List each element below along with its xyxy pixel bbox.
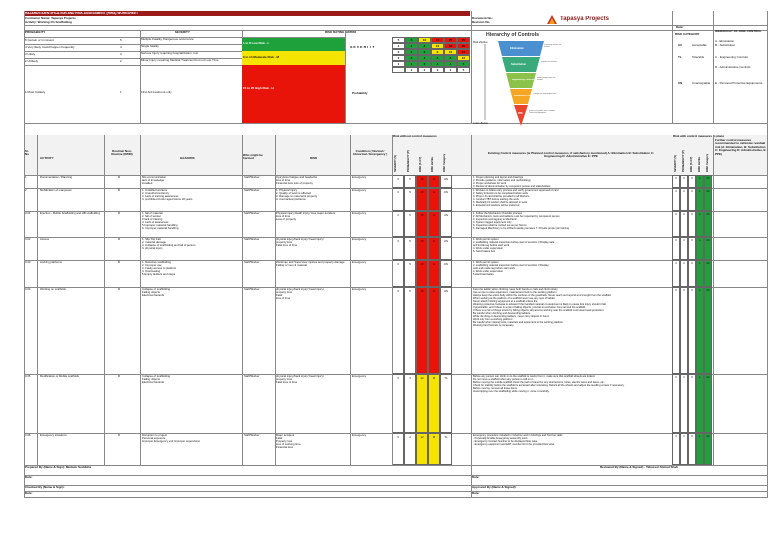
level-administrative: Administrative Controls: [514, 95, 535, 97]
row-who: Staff/Worker: [244, 288, 260, 291]
risk-level: M: [428, 433, 440, 465]
row-condition: Emergency: [352, 238, 367, 241]
risk-sxp: 15: [416, 237, 428, 260]
row-risk: Workman and Supervisor injuries and property damage Falling of men & material: [276, 261, 345, 268]
col-severity: SEVERITY (S): [394, 155, 397, 172]
residual-p2: 2: [680, 260, 688, 287]
row-risk: 1. Physical injury 2. Quality of work is affected 3. Damage to material & property 4. Contractual problems: [276, 189, 318, 202]
risk-level: M: [428, 374, 440, 433]
residual-s2: 3: [672, 433, 680, 465]
severity-label: Minor Injury requiring Medical Treatment but not Lost Time: [141, 59, 219, 62]
document-number: Document No.:: [472, 17, 494, 20]
risk-level: H: [428, 287, 440, 374]
level-ppe: PPE: [518, 112, 523, 115]
approved-date: Date:: [472, 492, 480, 495]
residual-cat2: AC: [704, 433, 712, 465]
row-risk: Injury/loss Fatigue and headache loss of time Financial loss loss of property: [276, 176, 318, 186]
matrix-cell: 8: [444, 55, 457, 61]
row-risk: physical injury/back injury/ head injury/ property loss Fatal loss of time: [276, 238, 324, 248]
row-routine: R: [118, 212, 121, 215]
matrix-cell: 5: [405, 37, 418, 43]
risk-level: H: [428, 211, 440, 237]
row-routine: R: [118, 288, 121, 291]
risk-cat: UN: [440, 287, 452, 374]
checked-date: Date:: [25, 492, 33, 495]
row-risk: physical injury/back injury/ head injury/ property loss Fatal loss of time: [276, 288, 324, 301]
high-risk-label: 15 to 25 High Risk - H: [243, 87, 274, 90]
risk-s: 3: [392, 211, 404, 237]
row-who: Staff/Worker: [244, 189, 260, 192]
acceptable-label: Acceptable: [692, 44, 707, 47]
note-ppe: Protect the worker with Personal Protective Equipment: [529, 110, 555, 115]
risk-matrix-heading: RISK RATING MATRIX: [325, 31, 357, 34]
risk-cat: UN: [440, 211, 452, 237]
document-title: HAZARDS IDENTIFICATION AND RISK ASSESSMENT (HIRA) WORKSHEET: [25, 11, 139, 15]
severity-label: Multiple Fatality, Dangerous occurrence: [141, 38, 194, 41]
matrix-cell: 6: [418, 49, 431, 55]
risk-level: H: [428, 188, 440, 211]
row-sr: 3.06: [25, 434, 31, 437]
severity-label: Single fatality: [141, 45, 159, 48]
matrix-cell: 4: [405, 43, 418, 49]
row-routine: R: [118, 176, 121, 179]
matrix-cell: 20: [444, 37, 457, 43]
row-controls: 1. Proper planning and layout and drawings 2. Provide guidance, information and methodology 3. Proper worksheet for work 4. Review of documentation by competent person and stakeholders: [473, 176, 551, 188]
severity-label: First Aid treatment only: [141, 91, 172, 94]
residual-s2: 3: [672, 287, 680, 374]
row-controls: 1. Work permit system 2. scaffolding material inspection before start of erection 3 Display safe and inside tag before start work 4. Work under supervision 5 Hard barricades: [473, 261, 549, 276]
note-engineering: Isolate people from the hazard: [537, 77, 556, 82]
row-controls: Face the ladder when climbing, keep both hands on rails and climb slowly. Use a rope to raise equipment, material and tools to the working platform. Always keep the entire body within the confines of the guardrails. Never reach out beyond arm's length from the scaffold. When working at the platform of a scaffold never use any type of ladder. Never attach hoisting equipment to a scaffold unless the Wearing protective footwear is advised if the handled material or equipment is likely to cause foot injury should it fall. If practicable, and if there is a risk of falling objects, provide an exclusion zone around the scaffold. If there is a risk of things struck by falling objects, all persons working near the scaffold must wear head protection. Be careful when climbing and descending ladders. While climbing or descending ladders, never carry objects in hand. Work only from a working platform. Be careful when raising tools, materials and equipment to the working platform. Wearing hard helmets is necessary.: [473, 288, 612, 327]
matrix-cell: 5: [457, 61, 470, 67]
col-risk-rating-2: RISK (S X P): [690, 156, 693, 172]
risk-with-heading: Risk with control measures in place: [673, 135, 725, 138]
row-routine: R: [118, 261, 121, 264]
unacceptable-label: Unacceptable: [692, 82, 711, 85]
residual-s2: 3: [672, 260, 680, 287]
row-sr: 3.02: [25, 238, 31, 241]
risk-sxp: 15: [416, 175, 428, 188]
row-hazards: Collapse of scaffolding Falling objects Electrical hazards: [142, 288, 171, 298]
risk-s: 3: [392, 175, 404, 188]
risk-without-heading: Risk without control measures: [393, 135, 437, 138]
row-hazards: 1. fall of material 2. fall of worker 3 lack of training 4. Lack of awareness 5 Improper material handling 6. Improper material handling: [142, 212, 179, 231]
col-further-controls: Further control measures recommended to minimize residual risk (A: Elimination, B: Substitution C: Engineering D: Administrative, E: PPE): [715, 139, 767, 156]
hierarchy-list-item: D - Administrative Controls: [715, 66, 751, 69]
probability-score: 5: [120, 39, 122, 42]
residual-s2: 3: [672, 211, 680, 237]
level-elimination: Elimination: [510, 47, 524, 50]
hierarchy-bottom-label: Least effective: [473, 122, 489, 125]
col-hazards: HAZARDS: [180, 157, 195, 160]
reviewed-by: Reviewed By (Name & Signed) - Tabassul Ahmad Shah: [600, 466, 678, 469]
col-condition: Condition ( Normal / Abnormal / Emergency ): [352, 150, 388, 157]
residual-p2: 2: [680, 287, 688, 374]
row-condition: Emergency: [352, 375, 367, 378]
hierarchy-title: Hierarchy of Controls: [486, 32, 540, 38]
matrix-col-header: 3: [431, 67, 444, 73]
matrix-row-header: 2: [392, 55, 405, 61]
probability-score: 1: [120, 91, 122, 94]
residual-p2: 2: [680, 237, 688, 260]
col-risk: RISK: [310, 157, 318, 160]
risk-cat: UN: [440, 260, 452, 287]
residual-s2: 3: [672, 237, 680, 260]
severity-axis-label: S E V E R I T Y: [350, 46, 375, 49]
matrix-cell: 16: [444, 43, 457, 49]
risk-sxp: 15: [416, 287, 428, 374]
probability-label: 5 Certain or Imminent: [25, 39, 54, 42]
probability-label: 4 Very likely Could happen frequently: [25, 46, 75, 49]
col-risk-level: RISK LEVEL: [431, 156, 434, 172]
residual-cat2: AC: [704, 374, 712, 433]
matrix-col-header: 5: [457, 67, 470, 73]
matrix-cell: 2: [418, 61, 431, 67]
contractor-name: Contractor Name: Tapasya Projects: [25, 17, 76, 20]
tolerable-code: TL: [678, 56, 682, 59]
risk-s: 3: [392, 237, 404, 260]
risk-p: 5: [404, 237, 416, 260]
matrix-cell: 10: [457, 55, 470, 61]
risk-cat: UN: [440, 175, 452, 188]
severity-heading: SEVERITY: [175, 31, 190, 34]
risk-p: 5: [404, 188, 416, 211]
residual-sxp2: 6: [688, 211, 696, 237]
matrix-cell: 10: [418, 37, 431, 43]
row-who: Staff/Worker: [244, 238, 260, 241]
probability-score: 2: [120, 60, 122, 63]
residual-sxp2: 6: [688, 260, 696, 287]
company-logo: [546, 13, 666, 25]
row-risk: physical injury/back injury/ head injury/ property loss Fatal loss of time: [276, 375, 324, 385]
row-hazards: 1. Defective scaffolding 2. Improper use 3. Faulty access to platform 4. Overloading 5 Empty ladders and steps: [142, 261, 177, 277]
risk-sxp: 15: [416, 211, 428, 237]
row-activity: working platforms: [40, 261, 62, 264]
matrix-cell: 3: [405, 49, 418, 55]
row-risk: Physical injury Death injury/ loss major accident loss of time Loss of property: [276, 212, 336, 222]
checked-by: Checked By (Name & Sign):: [25, 486, 65, 489]
risk-p: 5: [404, 260, 416, 287]
matrix-cell: 4: [418, 55, 431, 61]
prepared-by: Prepared By (Name & Sign): Mudasir Sudduha: [25, 466, 92, 469]
hierarchy-list-item: B - Substitution: [715, 44, 736, 47]
risk-sxp: 12: [416, 433, 428, 465]
matrix-cell: 9: [431, 49, 444, 55]
date-label: Date:: [676, 26, 684, 29]
risk-s: 3: [392, 374, 404, 433]
residual-p2: 2: [680, 211, 688, 237]
row-who: Staff/Worker: [244, 261, 260, 264]
matrix-row-header: 4: [392, 43, 405, 49]
row-hazards: 1. Unskilled workers 2. Unauthorized Entry 3. Lack of training awareness 4. prohibited Under aged below 18 years: [142, 189, 193, 202]
hierarchy-top-label: Most effective: [473, 41, 488, 44]
residual-s2: 3: [672, 374, 680, 433]
hierarchy-list-item: A - Elimination: [715, 40, 735, 43]
note-substitution: Replace the hazard: [541, 61, 557, 63]
row-sr: 1: [25, 176, 27, 179]
col-risk-rating: RISK (S X P): [419, 156, 422, 172]
matrix-cell: 15: [457, 49, 470, 55]
row-sr: 3.01: [25, 212, 31, 215]
col-probability: PROBABILITY (P): [407, 150, 410, 172]
residual-sxp2: 6: [688, 433, 696, 465]
col-probability-2: PROBABILITY (P): [682, 150, 685, 172]
note-administrative: Change the way people work: [533, 93, 557, 95]
level-engineering: Engineering Controls: [512, 79, 535, 81]
residual-sxp2: 6: [688, 237, 696, 260]
residual-s2: 3: [672, 188, 680, 211]
residual-sxp2: 6: [688, 175, 696, 188]
risk-level: H: [428, 175, 440, 188]
row-risk: Major accident Fatal Property loss loss of working time Financial loss: [276, 434, 301, 450]
residual-p2: 2: [680, 188, 688, 211]
risk-s: 3: [392, 188, 404, 211]
row-activity: Erection - Mobile Scaffolding and HB scaffolding: [40, 212, 100, 215]
risk-p: 4: [404, 433, 416, 465]
row-condition: Emergency: [352, 176, 367, 179]
matrix-cell: 12: [431, 43, 444, 49]
row-sr: 3.04: [25, 288, 31, 291]
matrix-cell: 15: [431, 37, 444, 43]
col-sr: Sr. No: [25, 150, 29, 157]
col-risk-level-2: RISK LEVEL: [698, 156, 701, 172]
row-condition: Emergency: [352, 212, 367, 215]
residual-cat2: AC: [704, 287, 712, 374]
activity-name: Activity: Working On Scaffolding: [25, 21, 72, 24]
matrix-cell: 6: [431, 55, 444, 61]
residual-level2: L: [696, 188, 704, 211]
risk-cat: TL: [440, 433, 452, 465]
col-routine: Routine/ Non-Routine (R/NR): [111, 150, 133, 157]
row-controls: Emergency procedure included in induction and in briefings and Tool box talks - Personally Enable Emergency assembly point. - Emergency Contact Number to be displayed floor wise. - Emergency equipment and ERT member list to be provided floor wise: [473, 434, 563, 446]
residual-level2: L: [696, 433, 704, 465]
hierarchy-pyramid: [472, 30, 562, 134]
probability-axis-label: Probability: [352, 92, 368, 95]
logo-text: Tapasya Projects: [560, 16, 609, 22]
risk-cat: UN: [440, 188, 452, 211]
low-risk-label: 1 to 8 Low Risk - L: [243, 42, 270, 45]
row-activity: Mobilization of manpower: [40, 189, 72, 192]
level-substitution: Substitution: [511, 63, 527, 66]
reviewed-date: Date:: [472, 476, 480, 479]
row-activity: Emergency situations: [40, 434, 67, 437]
residual-sxp2: 6: [688, 188, 696, 211]
row-routine: R: [118, 189, 121, 192]
risk-level: H: [428, 260, 440, 287]
matrix-col-header: 4: [444, 67, 457, 73]
risk-category-heading: RISK CATEGORY: [675, 33, 700, 36]
probability-label: 2 Unlikely: [25, 60, 39, 63]
residual-level2: L: [696, 175, 704, 188]
risk-cat: TL: [440, 374, 452, 433]
residual-level2: L: [696, 260, 704, 287]
hierarchy-list-heading: HIERARCHY OF RISK CONTROL: [715, 30, 762, 33]
probability-score: 4: [120, 46, 122, 49]
row-who: Staff/Worker: [244, 434, 260, 437]
residual-p2: 2: [680, 175, 688, 188]
acceptable-code: AC: [678, 44, 683, 47]
risk-s: 3: [392, 260, 404, 287]
row-hazards: 1. Slip Trip Fall 2. material damage 3. Collapse of scaffolding and fall of person 4. physical injury: [142, 238, 196, 251]
matrix-cell: 2: [405, 55, 418, 61]
risk-sxp: 15: [416, 260, 428, 287]
residual-level2: L: [696, 374, 704, 433]
probability-heading: PROBABILITY: [25, 31, 46, 34]
residual-cat2: AC: [704, 175, 712, 188]
residual-sxp2: 6: [688, 374, 696, 433]
row-hazards: Mis-communication lack of knowledge installed: [142, 176, 167, 186]
matrix-cell: 3: [431, 61, 444, 67]
residual-p2: 2: [680, 433, 688, 465]
row-activity: Access: [40, 238, 50, 241]
col-activity: ACTIVITY: [40, 157, 54, 160]
high-risk-zone: [242, 65, 345, 123]
residual-cat2: AC: [704, 237, 712, 260]
col-existing-controls: Existing Control measures (ie Planned control measures, if satisfactory mentioned) A: Elimination B: Substitution C: Engineering D: Administrative E: PPE: [487, 152, 655, 159]
hierarchy-list-item: E - Personal Protective Equipments: [715, 82, 763, 85]
residual-cat2: AC: [704, 188, 712, 211]
row-condition: Emergency: [352, 288, 367, 291]
risk-sxp: 12: [416, 374, 428, 433]
probability-label: 3 Likely: [25, 53, 36, 56]
residual-cat2: AC: [704, 211, 712, 237]
prepared-date: Date:: [25, 476, 33, 479]
matrix-col-header: [392, 67, 405, 73]
row-who: Staff/Worker: [244, 212, 260, 215]
matrix-col-header: 2: [418, 67, 431, 73]
matrix-cell: 8: [418, 43, 431, 49]
note-elimination: Physically remove the hazard: [544, 44, 562, 49]
matrix-cell: 12: [444, 49, 457, 55]
row-activity: Working on scaffolds: [40, 288, 66, 291]
row-controls: 1. Work permit system 2. scaffolding material inspection before start of erection 3 Display safe and inside tag before start work 4. Work under supervision 5. hand brakes box: [473, 238, 555, 253]
row-controls: Before any person can climb on to the scaffold or works from it, make sure that scaffold wheels are locked. Do not move a scaffold when any person is still on it. Before moving the mobile scaffold check the path of travel for any obstructions, holes, electric wires and faces, etc. Check for stability before the scaffold is accessed after relocating. Relock all the wheels and adjust the levelling screws if necessary. Before moving, remove all loose items. Avoid tipping over the scaffolding while moving it, move it carefully.: [473, 375, 625, 393]
col-risk-category: RISK Category: [443, 153, 446, 172]
row-routine: R: [118, 375, 121, 378]
row-who: Staff/Worker: [244, 375, 260, 378]
row-controls: 1. Follow the Mechanics Checklist process 2. All Mechanics, tools and ladders must be inspected by competent person 3. Inspection and tagging to Mechanic 4. System tagged equipment only 5. Inspection shall be carried out as per Norms 6. Damaged Machinery to be shifted outside premises 7. Provide proper job training: [473, 212, 570, 230]
row-activity: Documentation / Planning: [40, 176, 73, 179]
moderate-risk-label: 9 to 14 Moderate Risk - M: [243, 56, 280, 59]
hierarchy-list-item: C - Engineering Controls: [715, 56, 748, 59]
row-activity: Modification or Mobile scaffolds: [40, 375, 79, 378]
matrix-cell: 1: [405, 61, 418, 67]
risk-p: 5: [404, 211, 416, 237]
row-sr: 3.05: [25, 375, 31, 378]
risk-s: 3: [392, 287, 404, 374]
row-routine: R: [118, 238, 121, 241]
row-who: Staff/Worker: [244, 176, 260, 179]
residual-p2: 2: [680, 374, 688, 433]
matrix-row-header: 5: [392, 37, 405, 43]
probability-score: 3: [120, 53, 122, 56]
row-hazards: Disruption to project Personal exposure Improper Emergency exit Improper supervision: [142, 434, 201, 444]
tolerable-label: Tolerable: [692, 56, 705, 59]
residual-s2: 3: [672, 175, 680, 188]
severity-label: Serious Injury requiring hospitalization, lost: [141, 52, 199, 55]
risk-p: 5: [404, 287, 416, 374]
residual-sxp2: 6: [688, 287, 696, 374]
residual-level2: L: [696, 211, 704, 237]
probability-label: 1 Most Unlikely: [25, 91, 46, 94]
risk-p: 5: [404, 175, 416, 188]
revision-number: Revision No.: [472, 21, 491, 24]
row-sr: 3.03: [25, 261, 31, 264]
row-routine: R: [118, 434, 121, 437]
matrix-cell: 25: [457, 37, 470, 43]
risk-p: 4: [404, 374, 416, 433]
col-severity-2: SEVERITY (S): [674, 155, 677, 172]
row-condition: Emergency: [352, 434, 367, 437]
row-sr: 2: [25, 189, 27, 192]
risk-s: 3: [392, 433, 404, 465]
matrix-cell: 4: [444, 61, 457, 67]
residual-level2: L: [696, 287, 704, 374]
residual-level2: L: [696, 237, 704, 260]
col-who: Who might be harmed: [243, 154, 263, 161]
row-hazards: Collapse of scaffolding Falling objects Electrical hazards: [142, 375, 171, 385]
matrix-cell: 20: [457, 43, 470, 49]
matrix-col-header: 1: [405, 67, 418, 73]
col-risk-category-2: RISK Category: [706, 153, 709, 172]
risk-level: H: [428, 237, 440, 260]
approved-by: Approved By (Name & Signed):: [472, 486, 517, 489]
matrix-row-header: 3: [392, 49, 405, 55]
unacceptable-code: UN: [678, 82, 683, 85]
row-condition: Emergency: [352, 189, 367, 192]
row-controls: 1. Workers to follow entry process and verify government approved id card 2. Safety Induction to be completed before work 3. Photo I.D card shall be provided to all Workers 4. Conduct TBT before starting the work 5. Medically Fit worker shall be allowed to work 6. Experienced workers will be preferred: [473, 189, 559, 207]
row-condition: Emergency: [352, 261, 367, 264]
matrix-row-header: 1: [392, 61, 405, 67]
residual-cat2: AC: [704, 260, 712, 287]
risk-sxp: 15: [416, 188, 428, 211]
risk-cat: UN: [440, 237, 452, 260]
